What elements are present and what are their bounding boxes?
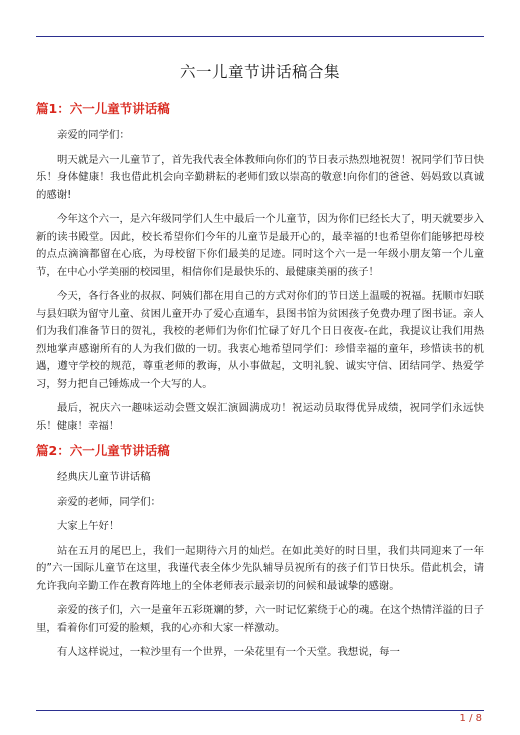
section-1-paragraph: 今年这个六一，是六年级同学们人生中最后一个儿童节，因为你们已经长大了，明天就要步入新的读书殿堂。因此，校长希望你们今年的儿童节是最开心的，最幸福的!也希望你们能够把母校的点点滴滴都留在心底，为母校留下你们最美的足迹。同时这个六一是一年级小朋友第一个儿童节，在中心小学美丽的校园里，相信你们是最快乐的、最健康美丽的孩子！: [36, 213, 484, 278]
header-rule: [36, 36, 484, 37]
section-1-paragraph: 亲爱的同学们：: [57, 129, 130, 141]
section-1-paragraph: 明天就是六一儿童节了，首先我代表全体教师向你们的节日表示热烈地祝贺！祝同学们节日快乐！身体健康！我也借此机会向辛勤耕耘的老师们致以崇高的敬意!向你们的爸爸、妈妈致以真诚的感谢!: [36, 153, 484, 201]
page-indicator: 1 / 8: [459, 713, 482, 724]
section-2-paragraph: 有人这样说过，一粒沙里有一个世界，一朵花里有一个天堂。我想说，每一: [57, 646, 400, 658]
section-1-heading: 篇1：六一儿童节讲话稿: [36, 101, 170, 116]
section-2-paragraph: 大家上午好！: [57, 520, 120, 532]
section-1-paragraph: 今天，各行各业的叔叔、阿姨们都在用自己的方式对你们的节日送上温暖的祝福。抚顺市妇联与县妇联为留守儿童、贫困儿童开办了爱心直通车，县图书馆为贫困孩子免费办理了图书证。亲人们为我们准备节日的贺礼，我校的老师们为你们忙碌了好几个日日夜夜-在此，我提议让我们用热烈地掌声感谢所有的人为我们做的一切。我衷心地希望同学们：珍惜幸福的童年，珍惜读书的机遇，遵守学校的规范，尊重老师的教诲，从小事做起，文明礼貌、诚实守信、团结同学、热爱学习，努力把自己锤炼成一个大写的人。: [36, 290, 484, 390]
document-title: 六一儿童节讲话稿合集: [179, 63, 340, 81]
footer-rule: [36, 710, 484, 711]
section-2-paragraph: 亲爱的老师，同学们：: [57, 495, 161, 508]
section-1-paragraph: 最后，祝庆六一趣味运动会暨文娱汇演圆满成功！祝运动员取得优异成绩，祝同学们永远快乐！健康！幸福！: [36, 402, 484, 432]
section-2-paragraph: 亲爱的孩子们，六一是童年五彩斑斓的梦，六一时记忆萦绕于心的魂。在这个热情洋溢的日子里，看着你们可爱的脸颊，我的心亦和大家一样激动。: [36, 604, 484, 634]
document-body: [36, 100, 484, 669]
section-2-paragraph: 站在五月的尾巴上，我们一起期待六月的灿烂。在如此美好的时日里，我们共同迎来了一年的”六一国际儿童节在这里，我谨代表全体少先队辅导员祝所有的孩子们节日快乐。借此机会，请允许我向辛勤工作在教育阵地上的全体老师表示最亲切的问候和最诚挚的感谢。: [36, 544, 484, 592]
section-2-heading: 篇2：六一儿童节讲话稿: [36, 443, 170, 458]
section-2-paragraph: 经典庆儿童节讲话稿: [57, 471, 151, 483]
